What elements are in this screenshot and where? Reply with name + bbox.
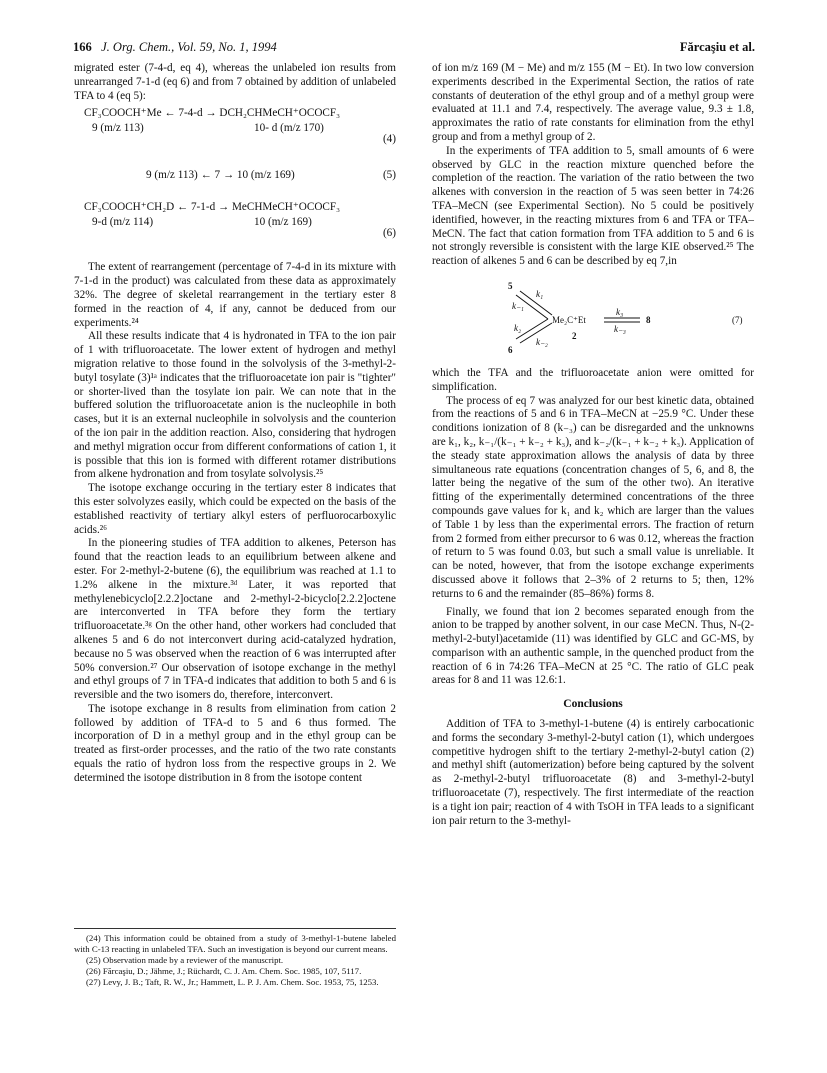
equation-line: CF₃COOCH⁺CH₂D ← 7-1-d → MeCHMeCH⁺OCOCF₃ <box>84 201 340 214</box>
right-column <box>432 62 754 828</box>
paragraph: migrated ester (7-4-d, eq 4), whereas the unlabeled ion results from unrearranged 7-1-d (eq 6) and from 7 obtained by addition of unlabeled TFA to 4 (eq 5): <box>74 62 396 102</box>
equation-line: 9 (m/z 113) ← 7 → 10 (m/z 169) <box>146 169 295 182</box>
footnote-26: (26) Fărcaşiu, D.; Jähme, J.; Rüchardt, C. J. Am. Chem. Soc. 1985, 107, 5117. <box>86 966 362 976</box>
paragraph: The isotope exchange in 8 results from elimination from cation 2 followed by addition of TFA-d to 5 and 6 thus formed. The incorporation of D in a methyl group and in the ethyl group can be treated as first-order processes, and the ratio of the two rate constants equals the ratio of hydron loss from the respective groups in 2. We determined the isotope distribution in 8 from the isotope content <box>74 702 396 784</box>
equation-label: 10- d (m/z 170) <box>254 122 324 135</box>
paragraph: In the experiments of TFA addition to 5, small amounts of 6 were observed by GLC in the reaction mixture quenched before the completion of the reaction. The variation of the ratio between the two alkenes with conversion in the reaction of 5 was seen better in 74:26 TFA–MeCN (see Experimental Section). No 5 could be positively identified, however, in the reacting mixtures from 6 and TFA or TFA–MeCN. The fact that cation formation from TFA addition to 5 and 6 is not strongly reversible is consistent with the large KIE observed.²⁵ The reaction of alkenes 5 and 6 can be described by eq 7,in <box>432 144 754 268</box>
author-running-head: Fărcaşiu et al. <box>679 40 755 54</box>
equation-number: (7) <box>732 314 743 325</box>
paragraph: All these results indicate that 4 is hydronated in TFA to the ion pair of 1 with trifluoroacetate. The lower extent of hydrogen and methyl migration relative to those found in the solvolysis of the 3-methyl-2-butyl tosylate (3)¹ᵃ indicates that the trifluoroacetate ion pair is "tighter" or shorter-lived than the tosylate ion pair. We can note that in the buffered solution the trifluoroacetate anion is the nucleophile in both cases, but it is an external nucleophile in solvolysis and the counterion of the ion pair in the addition reaction. Also, considering that hydrogen and methyl migration occur from different conformations of cation 1, it is possible that this ion is formed with different rotamer distributions from alkene hydronation and from tosylate solvolysis.²⁵ <box>74 330 396 481</box>
page-number: 166 <box>73 40 92 54</box>
scheme-node-8: 8 <box>646 314 651 325</box>
reaction-scheme-7 <box>432 277 754 361</box>
scheme-node-2: 2 <box>572 330 577 341</box>
rate-k-1: k₋₁ <box>512 300 524 311</box>
equation-label: 9 (m/z 113) <box>92 122 144 135</box>
left-column <box>74 62 396 786</box>
rate-k1: k₁ <box>536 288 544 299</box>
scheme-center: Me₂C⁺Et <box>552 314 586 325</box>
equation-label: 10 (m/z 169) <box>254 216 312 229</box>
footnote-25: (25) Observation made by a reviewer of the manuscript. <box>86 955 284 965</box>
paragraph: Finally, we found that ion 2 becomes separated enough from the anion to be trapped by another solvent, in our case MeCN. Thus, N-(2-methyl-2-butyl)acetamide (11) was identified by GLC and GC-MS, by comparison with an authentic sample, in the quenched product from the reaction of 6 in 74:26 TFA–MeCN at 25 °C. The ratio of GLC peak areas for 8 and 11 was 12.6:1. <box>432 605 754 687</box>
rate-k3: k₃ <box>616 306 624 317</box>
scheme-diagram <box>432 277 754 361</box>
paragraph: Addition of TFA to 3-methyl-1-butene (4) is entirely carbocationic and forms the secondary 3-methyl-2-butyl cation (1), which undergoes competitive hydrogen shift to the tertiary 2-methyl-2-butyl cation (2) and methyl shift (automerization) before being captured by the solvent as 2-methyl-2-butyl trifluoroacetate (8) and 3-methyl-2-butyl trifluoroacetate (7), respectively. The first intermediate of the reaction is a tight ion pair; reaction of 4 with TsOH in TFA leads to a significant ion pair return to the 3-methyl- <box>432 718 754 827</box>
footnotes <box>74 928 396 988</box>
journal-citation: J. Org. Chem., Vol. 59, No. 1, 1994 <box>101 40 277 54</box>
footnote-divider <box>74 928 396 929</box>
equation-5 <box>74 169 396 191</box>
equation-4 <box>74 107 396 163</box>
equation-6 <box>74 201 396 257</box>
section-heading: Conclusions <box>563 698 623 711</box>
running-head <box>73 40 277 55</box>
equation-number: (6) <box>382 227 396 240</box>
rate-k-3: k₋₃ <box>614 323 626 334</box>
scheme-node-5: 5 <box>508 280 513 291</box>
paragraph: In the pioneering studies of TFA addition to alkenes, Peterson has found that the reaction leads to an equilibrium between alkene and ester. For 2-methyl-2-butene (6), the equilibrium was reached at 1.1 to 1.2% alkene in the mixture.³ᵈ Later, it was reported that methylenebicyclo[2.2.2]octane and 2-methyl-2-bicyclo[2.2.2]octene are interconverted in TFA before they form the tertiary trifluoroacetate.³ᵍ On the other hand, other workers had concluded that alkenes 5 and 6 do not interconvert during acid-catalyzed hydration, because no 5 was observed when the reaction of 6 was interrupted after 50% conversion.²⁷ Our observation of isotope exchange in the methyl and ethyl groups of 7 in TFA-d indicates that addition to both 5 and 6 is reversible and the two isomers do, therefore, interconvert. <box>74 537 396 702</box>
paragraph: of ion m/z 169 (M − Me) and m/z 155 (M − Et). In two low conversion experiments described in the Experimental Section, the ratios of rate constants of deuteration of the ethyl group and of a methyl group were evaluated at 11.1 and 7.4, respectively. The average value, 9.3 ± 1.8, approximates the ratio of rate constants for elimination from the ethyl group and from a methyl group of 2. <box>432 62 754 143</box>
equation-number: (5) <box>382 169 396 182</box>
equation-label: 9-d (m/z 114) <box>92 216 154 229</box>
scheme-node-6: 6 <box>508 344 513 355</box>
page-header <box>73 40 755 58</box>
paragraph: The process of eq 7 was analyzed for our best kinetic data, obtained from the reactions of 5 and 6 in TFA–MeCN at −25.9 °C. Under these conditions ionization of 8 (k₋₃) can be disregarded and the unknowns are k₁, k₂, k₋₁/(k₋₁ + k₋₂ + k₃), and k₋₂/(k₋₁ + k₋₂ + k₃). Application of the steady state approximation allows the analysis of data by three simultaneous rate equations (concentration changes of 5, 6, and 8, the latter being the negative of the sum of the other two). An iterative fitting of the experimentally determined concentrations of the three compounds gave values for k₁ and k₂ which are larger than the values of Table 1 by less than the experimental errors. The fraction of return from 2 formed from either precursor to 6 was 0.12, whereas the fraction of return to 5 was found 0.03, but such a small value is unreliable. It can be noted, however, that from the isotope exchange experiments discussed above it follows that 2–3% of 2 returns to 5; then, 12% returns to 6 and the remainder (85–86%) forms 8. <box>432 394 754 600</box>
paragraph: The extent of rearrangement (percentage of 7-4-d in its mixture with 7-1-d in the product) was calculated from these data as approximately 32%. The degree of skeletal rearrangement in the tertiary ester 8 formed in the reaction of 4, if any, cannot be deduced from our experiments.²⁴ <box>74 261 396 329</box>
footnote-27: (27) Levy, J. B.; Taft, R. W., Jr.; Hammett, L. P. J. Am. Chem. Soc. 1953, 75, 1253. <box>86 977 379 987</box>
rate-k-2: k₋₂ <box>536 336 548 347</box>
paragraph: which the TFA and the trifluoroacetate anion were omitted for simplification. <box>432 366 754 393</box>
paragraph: The isotope exchange occuring in the tertiary ester 8 indicates that this ester solvolyzes easily, which could be expected on the basis of the established reactivity of tertiary alkyl esters of perfluorocarboxylic acids.²⁶ <box>74 482 396 536</box>
rate-k2: k₂ <box>514 322 522 333</box>
footnote-24: (24) This information could be obtained from a study of 3-methyl-1-butene labeled with C-13 reacting in unlabeled TFA. Such an investigation is beyond our current means. <box>74 933 396 954</box>
equation-number: (4) <box>382 133 396 146</box>
equation-line: CF₃COOCH⁺Me ← 7-4-d → DCH₂CHMeCH⁺OCOCF₃ <box>84 107 340 120</box>
